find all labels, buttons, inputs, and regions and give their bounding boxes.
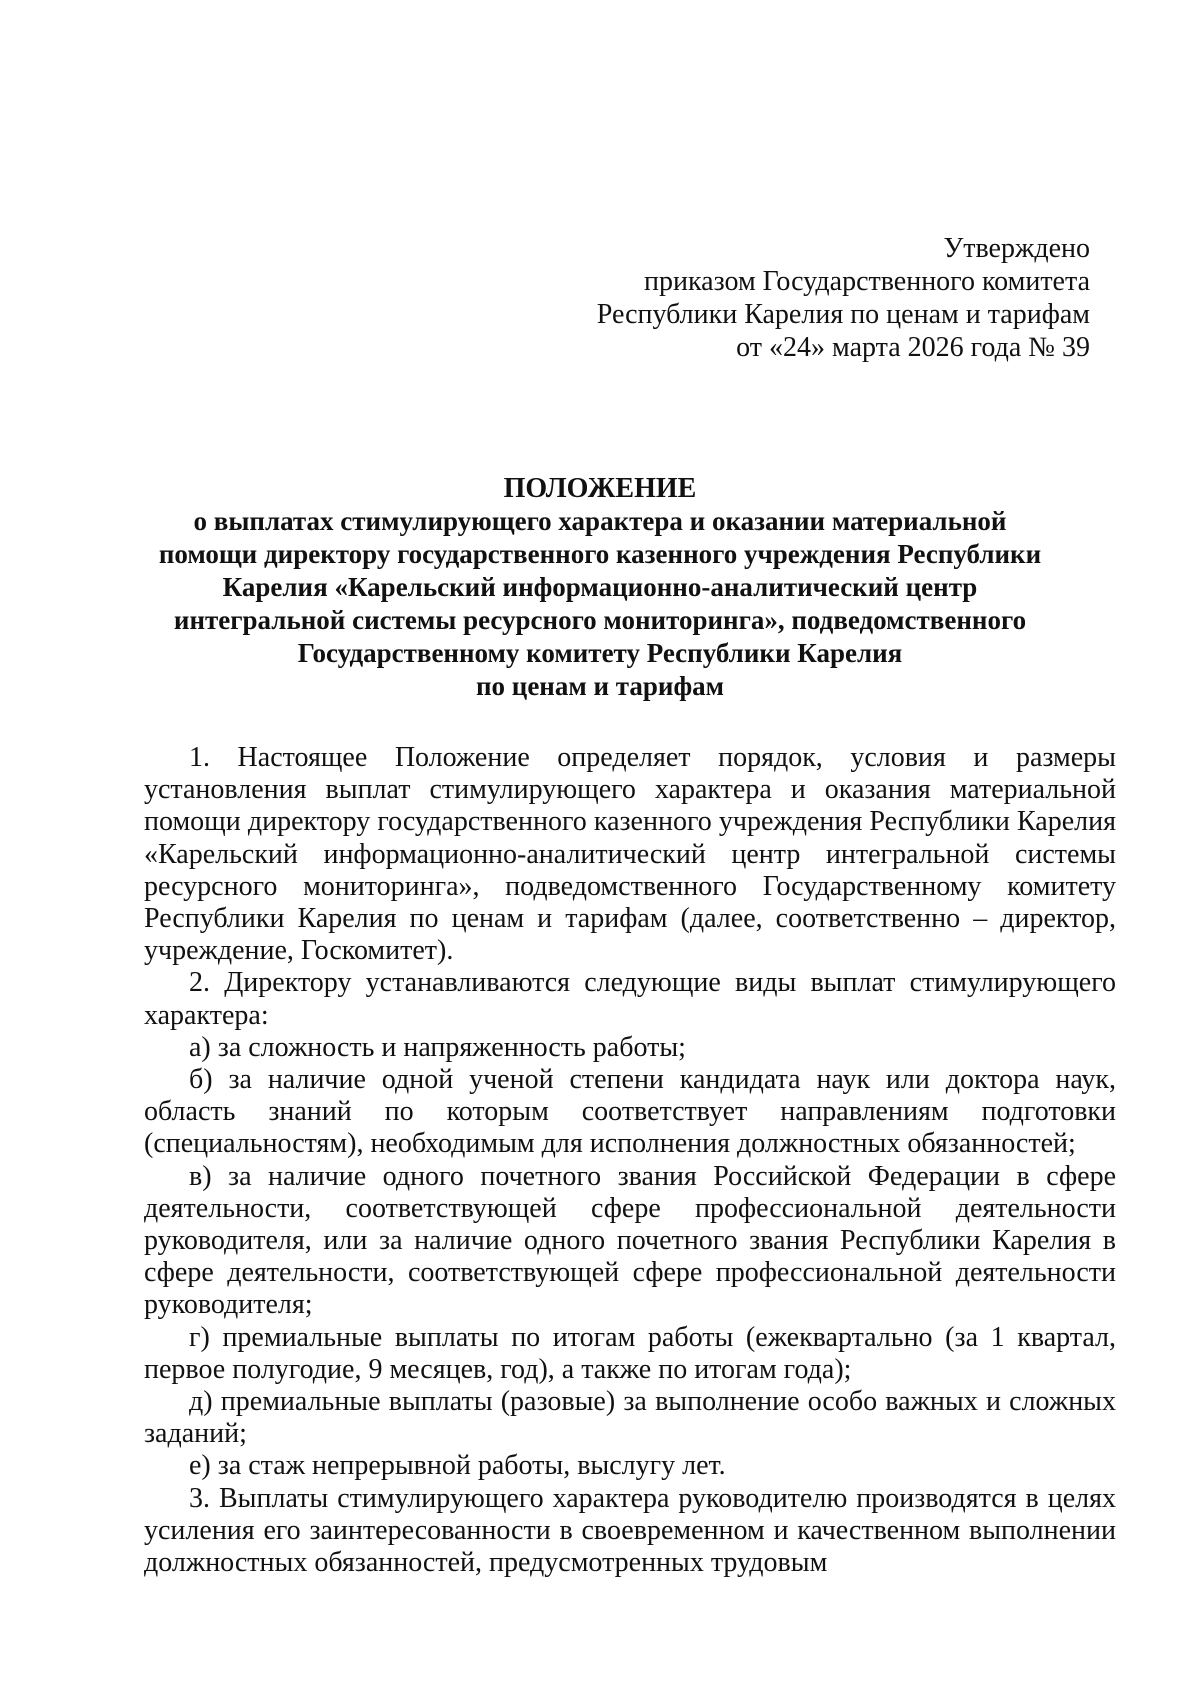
- approval-line-committee: Республики Карелия по ценам и тарифам: [596, 299, 1090, 330]
- approval-line-date-number: от «24» марта 2026 года № 39: [736, 332, 1090, 363]
- title-line: Карелия «Карельский информационно-аналитический центр: [222, 572, 978, 602]
- list-item-v: в) за наличие одного почетного звания Российской Федерации в сфере деятельности, соответствующей сфере профессиональной деятельности руководителя, или за наличие одного почетного звания Республики Карелия в сфере деятельности, соответствующей сфере профессиональной деятельности руководителя;: [144, 1160, 1116, 1321]
- title-line: по ценам и тарифам: [475, 671, 725, 701]
- title-line: Государственному комитету Республики Карелия: [297, 638, 903, 668]
- document-title: [100, 472, 1100, 703]
- list-item-d: д) премиальные выплаты (разовые) за выполнение особо важных и сложных заданий;: [144, 1386, 1116, 1450]
- approval-line-order: приказом Государственного комитета: [644, 266, 1090, 297]
- title-line: о выплатах стимулирующего характера и оказании материальной: [193, 506, 1007, 536]
- title-line: интегральной системы ресурсного мониторинга», подведомственного: [173, 605, 1027, 635]
- approval-line-approved: Утверждено: [943, 233, 1090, 264]
- paragraph-2: 2. Директору устанавливаются следующие виды выплат стимулирующего характера:: [144, 967, 1116, 1031]
- list-item-a: а) за сложность и напряженность работы;: [189, 1031, 686, 1063]
- paragraph-1: 1. Настоящее Положение определяет порядок, условия и размеры установления выплат стимулирующего характера и оказания материальной помощи директору государственного казенного учреждения Республики Карелия «Карельский информационно-аналитический центр интегральной системы ресурсного мониторинга», подведомственного Государственному комитету Республики Карелия по ценам и тарифам (далее, соответственно – директор, учреждение, Госкомитет).: [144, 742, 1116, 967]
- title-line: помощи директору государственного казенного учреждения Республики: [158, 539, 1042, 569]
- approval-stamp-block: [597, 232, 1090, 364]
- document-body: [144, 742, 1116, 1579]
- title-heading: ПОЛОЖЕНИЕ: [503, 473, 697, 504]
- paragraph-3: 3. Выплаты стимулирующего характера руководителю производятся в целях усиления его заинтересованности в своевременном и качественном выполнении должностных обязанностей, предусмотренных трудовым: [144, 1482, 1116, 1579]
- list-item-e: е) за стаж непрерывной работы, выслугу лет.: [189, 1450, 726, 1482]
- list-item-b: б) за наличие одной ученой степени кандидата наук или доктора наук, область знаний по которым соответствует направлениям подготовки (специальностям), необходимым для исполнения должностных обязанностей;: [144, 1064, 1116, 1160]
- list-item-g: г) премиальные выплаты по итогам работы (ежеквартально (за 1 квартал, первое полугодие, 9 месяцев, год), а также по итогам года);: [144, 1321, 1116, 1385]
